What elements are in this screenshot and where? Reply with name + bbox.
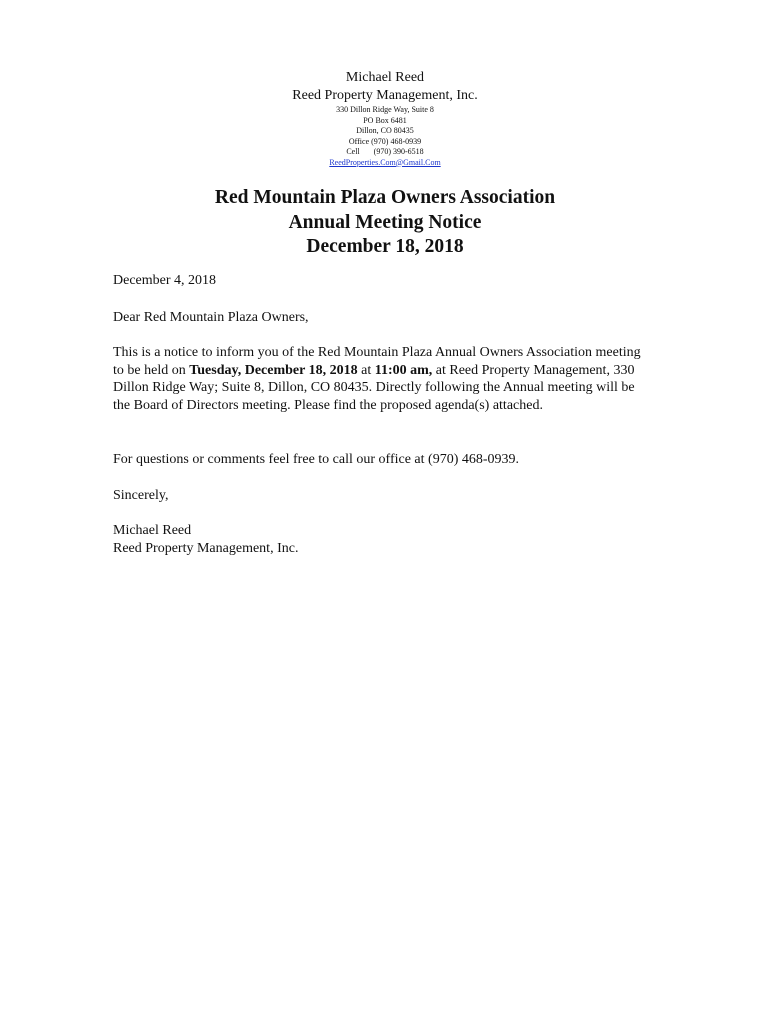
- signature-name: Michael Reed: [113, 523, 192, 538]
- letterhead-email-link[interactable]: ReedProperties.Com@Gmail.Com: [329, 157, 441, 167]
- cell-phone: (970) 390-6518: [373, 147, 424, 156]
- cell-label: Cell: [346, 147, 360, 156]
- letter-date: December 4, 2018: [113, 273, 217, 288]
- main-text-2: at: [357, 362, 375, 378]
- notice-title: [0, 186, 770, 260]
- main-text-3: at Reed Property Management, 330 Dillon Ridge Way; Suite 8, Dillon, CO 80435. Directly following the Annual meeting will be the Board of Directors meeting. Please find the proposed agenda(s) attached.: [113, 362, 635, 413]
- title-notice: Annual Meeting Notice: [288, 211, 482, 233]
- letterhead-city: Dillon, CO 80435: [356, 126, 414, 135]
- office-label: Office: [348, 136, 370, 146]
- signature-company: Reed Property Management, Inc.: [113, 540, 299, 556]
- meeting-time-bold: 11:00 am,: [374, 362, 433, 378]
- letter-main-paragraph: [113, 344, 653, 414]
- letter-closing: Sincerely,: [113, 488, 169, 503]
- letterhead-address: 330 Dillon Ridge Way, Suite 8: [336, 105, 434, 114]
- letterhead-name: Michael Reed: [345, 70, 425, 85]
- letterhead: [0, 69, 770, 168]
- letterhead-company: Reed Property Management, Inc.: [292, 88, 478, 103]
- letter-contact-paragraph: For questions or comments feel free to call our office at (970) 468-0939.: [113, 452, 520, 467]
- letterhead-po-box: PO Box 6481: [363, 115, 407, 125]
- meeting-date-bold: Tuesday, December 18, 2018: [189, 362, 358, 378]
- letter-signature: [113, 522, 653, 557]
- office-phone: (970) 468-0939: [371, 136, 422, 146]
- title-association: Red Mountain Plaza Owners Association: [214, 187, 556, 208]
- letterhead-office-line: [0, 137, 770, 148]
- main-text-1: This is a notice to inform you of the Red Mountain Plaza Annual Owners Association meeting to be held on: [113, 345, 641, 378]
- letterhead-cell-line: [0, 147, 770, 158]
- letter-salutation: Dear Red Mountain Plaza Owners,: [113, 310, 309, 325]
- title-date: December 18, 2018: [306, 236, 464, 257]
